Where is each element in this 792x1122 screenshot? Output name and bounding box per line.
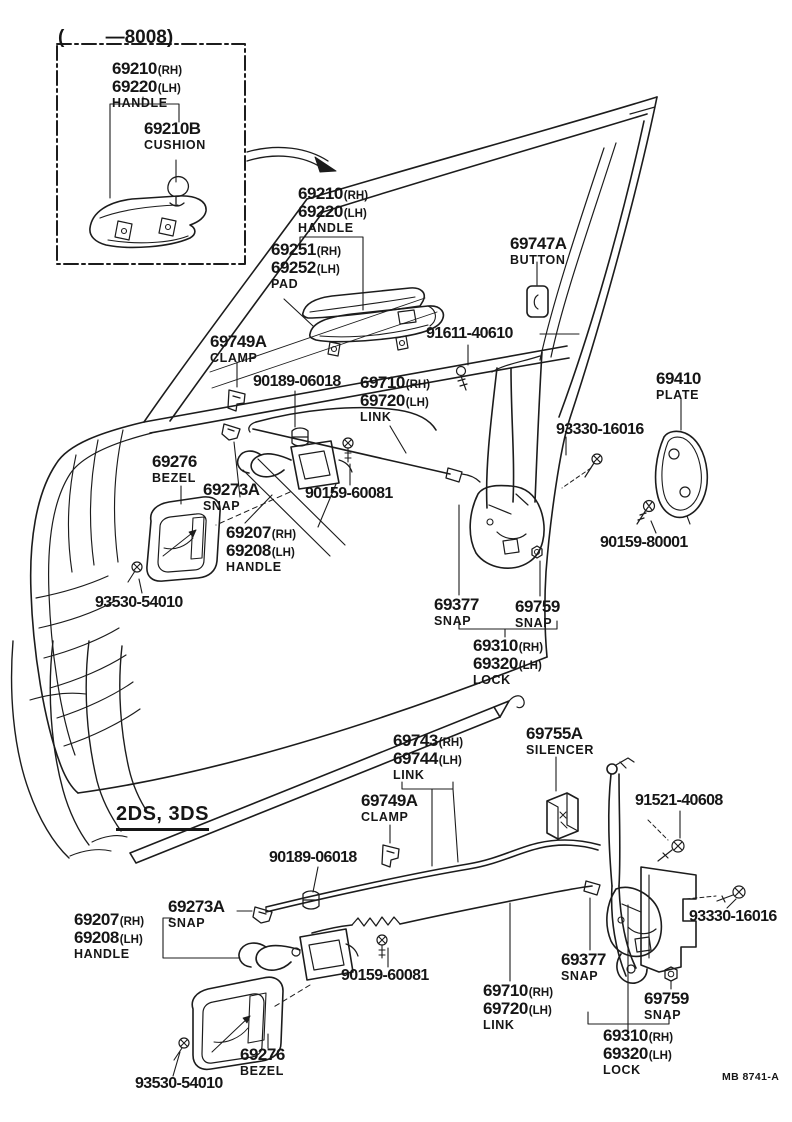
plate-drawing — [656, 431, 708, 524]
label-inner-handle-lower: 69207 (RH) 69208 (LH) HANDLE — [74, 910, 145, 962]
section-label-2ds-3ds: 2DS, 3DS — [116, 804, 209, 831]
label-clamp-lower: 69749A CLAMP — [361, 791, 418, 825]
label-inset-handle: 69210 (RH) 69220 (LH) HANDLE — [112, 59, 183, 111]
outside-handle-drawing — [303, 288, 444, 356]
figure-code: MB 8741-A — [722, 1071, 780, 1083]
label-screw-90159-upper: 90159-60081 — [305, 485, 393, 502]
label-button: 69747A BUTTON — [510, 234, 567, 268]
label-snap-69377-upper: 69377 SNAP — [434, 595, 479, 629]
label-bolt-91611: 91611-40610 — [426, 325, 513, 342]
label-link-69743: 69743 (RH) 69744 (LH) LINK — [393, 731, 464, 783]
label-screw-93330-lower: 93330-16016 — [689, 908, 777, 925]
lock-assembly-upper — [470, 352, 544, 568]
label-snap-69759-upper: 69759 SNAP — [515, 597, 560, 631]
inset-handle-drawing — [90, 196, 206, 248]
label-screw-93330-upper: 93330-16016 — [556, 421, 644, 438]
label-screw-91521: 91521-40608 — [635, 792, 723, 809]
label-link-lower: 69710 (RH) 69720 (LH) LINK — [483, 981, 554, 1033]
label-inner-handle-upper: 69207 (RH) 69208 (LH) HANDLE — [226, 523, 297, 575]
label-snap-69273-lower: 69273A SNAP — [168, 897, 225, 931]
label-lock-lower: 69310 (RH) 69320 (LH) LOCK — [603, 1026, 674, 1078]
screws-upper — [562, 454, 655, 524]
label-link-upper: 69710 (RH) 69720 (LH) LINK — [360, 373, 431, 425]
label-outer-handle: 69210 (RH) 69220 (LH) HANDLE — [298, 184, 369, 236]
label-screw-90159-80001: 90159-80001 — [600, 534, 688, 551]
pointer-arrow — [247, 147, 336, 172]
label-screw-93530-upper: 93530-54010 — [95, 594, 183, 611]
label-bezel-upper: 69276 BEZEL — [152, 452, 197, 486]
label-screw-93530-lower: 93530-54010 — [135, 1075, 223, 1092]
label-snap-69377-lower: 69377 SNAP — [561, 950, 606, 984]
silencer-drawing — [547, 793, 578, 839]
link-rods-upper — [222, 390, 480, 482]
label-bezel-lower: 69276 BEZEL — [240, 1045, 285, 1079]
label-lock-upper: 69310 (RH) 69320 (LH) LOCK — [473, 636, 544, 688]
label-snap-69273-upper: 69273A SNAP — [203, 480, 260, 514]
label-pad: 69251 (RH) 69252 (LH) PAD — [271, 240, 342, 292]
inset-caption-code: —8008) — [105, 27, 174, 48]
label-clamp-upper: 69749A CLAMP — [210, 332, 267, 366]
bolt-91611-drawing — [457, 367, 468, 391]
label-screw-90159-lower: 90159-60081 — [341, 967, 429, 984]
inset-cushion-drawing — [168, 177, 189, 206]
label-inset-cushion: 69210B CUSHION — [144, 119, 206, 153]
label-grommet-lower: 90189-06018 — [269, 849, 357, 866]
button-drawing — [527, 286, 548, 317]
label-silencer: 69755A SILENCER — [526, 724, 595, 758]
inset-caption — [58, 28, 173, 48]
inset-caption-open: ( — [58, 27, 65, 48]
label-grommet-upper: 90189-06018 — [253, 373, 341, 390]
label-plate: 69410 PLATE — [656, 369, 701, 403]
rocker-strip — [130, 696, 524, 863]
label-snap-69759-lower: 69759 SNAP — [644, 989, 689, 1023]
